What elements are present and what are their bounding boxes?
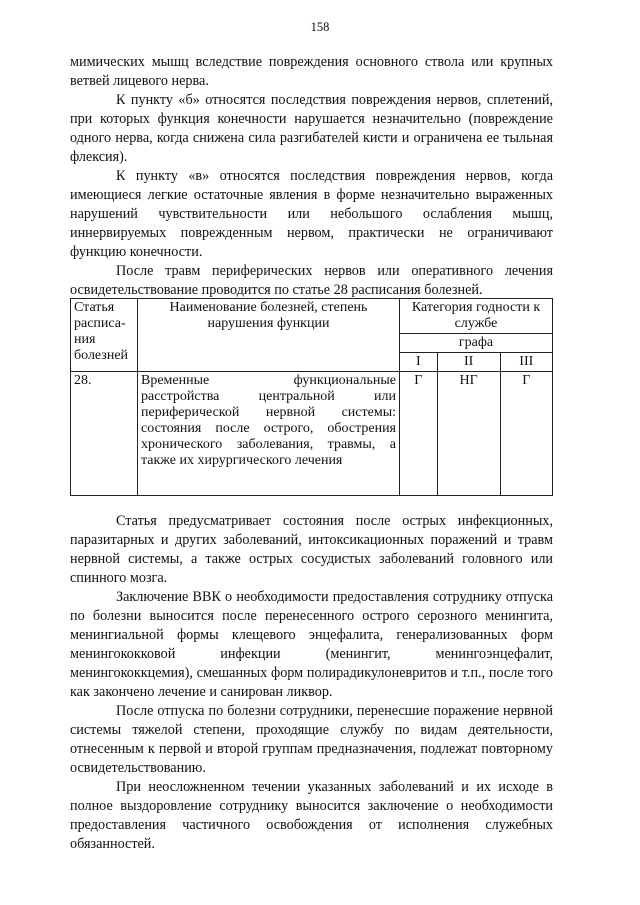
col-article-header: Статья расписа-ния болезней (71, 299, 138, 372)
paragraph: Заключение ВВК о необходимости предоставления сотруднику отпуска по болезни выносится после перенесенного острого серозного менингита, менингиальной формы клещевого энцефалита, генерализованных форм менингококковой инфекции (менингит, менингоэнцефалит, менингококкцемия), смешанных форм полирадикулоневритов и т.п., после того как закончено лечение и санирован ликвор. (70, 589, 553, 700)
diseases-table (70, 298, 553, 496)
paragraph: К пункту «в» относятся последствия повреждения нервов, когда имеющиеся легкие остаточные явления в форме незначительно выраженных нарушений чувствительности или небольшого ослабления мышц, иннервируемых поврежденным нервом, практически не ограничивают функцию конечности. (70, 168, 553, 260)
paragraph: После отпуска по болезни сотрудники, перенесшие поражение нервной системы тяжелой степени, проходящие службу по видам деятельности, отнесенным к первой и второй группам предназначения, подлежат повторному освидетельствованию. (70, 703, 553, 776)
text-block-top (70, 53, 553, 300)
paragraph: К пункту «б» относятся последствия повреждения нервов, сплетений, при которых функция конечности нарушается незначительно (повреждение одного нерва, когда снижена сила разгибателей кисти и ограничена ее тыльная флексия). (70, 92, 553, 165)
row-col-iii-cell: Г (500, 372, 552, 496)
col-iii-header: III (500, 353, 552, 372)
col-ii-header: II (437, 353, 500, 372)
paragraph: После травм периферических нервов или оперативного лечения освидетельствование проводится по статье 28 расписания болезней. (70, 263, 553, 298)
paragraph: Статья предусматривает состояния после острых инфекционных, паразитарных и других заболеваний, интоксикационных поражений и травм нервной системы, а также острых сосудистых заболеваний головного или спинного мозга. (70, 513, 553, 586)
col-i-header: I (400, 353, 438, 372)
text-block-bottom (70, 512, 553, 854)
row-col-ii-cell: НГ (437, 372, 500, 496)
row-col-i-cell: Г (400, 372, 438, 496)
col-grafa-header: графа (400, 334, 553, 353)
col-name-header: Наименование болезней, степень нарушения функции (138, 299, 400, 372)
page-number: 158 (310, 20, 330, 34)
row-description-cell: Временные функциональные расстройства центральной или периферической нервной системы: состояния после острого, обострения хронического заболевания, травмы, а также их хирургического лечения (138, 372, 400, 496)
col-category-header: Категория годности к службе (400, 299, 553, 334)
row-article-cell: 28. (71, 372, 138, 496)
paragraph: При неосложненном течении указанных заболеваний и их исходе в полное выздоровление сотруднику выносится заключение о необходимости предоставления частичного освобождения от исполнения служебных обязанностей. (70, 779, 553, 852)
paragraph: мимических мышц вследствие повреждения основного ствола или крупных ветвей лицевого нерва. (70, 54, 553, 89)
